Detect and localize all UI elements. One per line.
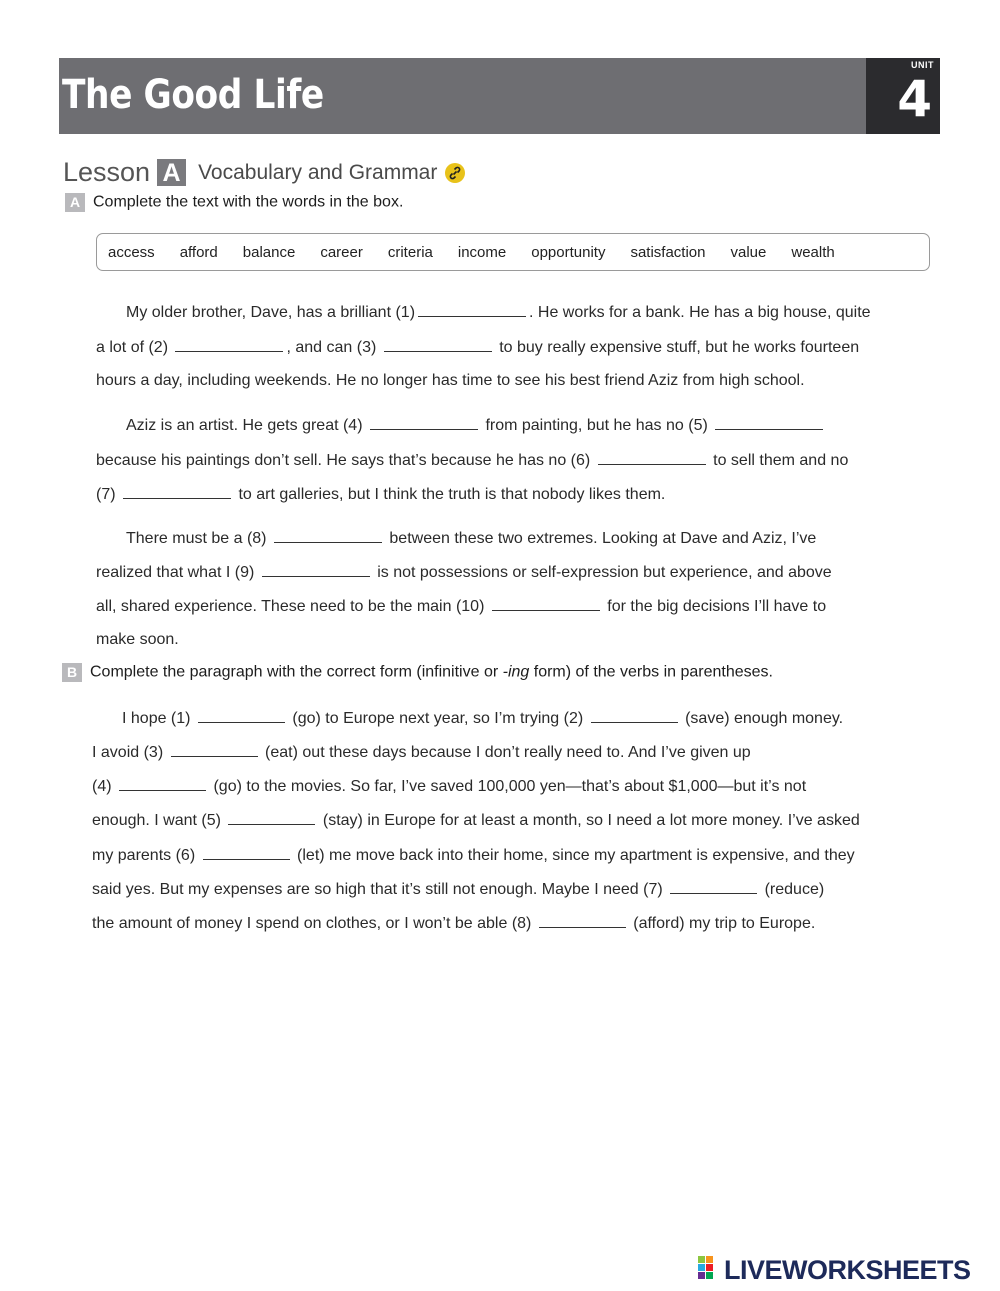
liveworksheets-mark-icon [698, 1256, 722, 1285]
verb-blank-7[interactable] [670, 879, 757, 894]
line-text: a lot of (2) [96, 339, 169, 356]
paragraph-line [92, 845, 855, 866]
paragraph-line [122, 708, 843, 729]
answer-blank-10[interactable] [492, 596, 600, 611]
lesson-subtitle: Vocabulary and Grammar [198, 160, 438, 184]
word-box-item: afford [179, 243, 218, 261]
line-text: (go) to Europe next year, so I’m trying (2) [292, 710, 584, 727]
line-text: to buy really expensive stuff, but he works fourteen [499, 339, 860, 356]
line-text: hours a day, including weekends. He no longer has time to see his best friend Aziz from high school. [96, 372, 805, 389]
line-text: (let) me move back into their home, since my apartment is expensive, and they [297, 847, 855, 864]
line-text: (4) [92, 778, 112, 795]
line-text: because his paintings don’t sell. He says that’s because he has no (6) [96, 452, 591, 469]
verb-blank-6[interactable] [203, 845, 290, 860]
paragraph-line [126, 415, 826, 436]
line-text: is not possessions or self-expression but experience, and above [377, 564, 832, 581]
line-text: I hope (1) [122, 710, 191, 727]
word-box [96, 233, 930, 271]
answer-blank-7[interactable] [123, 484, 231, 499]
line-text: . He works for a bank. He has a big house, quite [529, 304, 871, 321]
paragraph-line [96, 371, 805, 391]
answer-blank-9[interactable] [262, 562, 370, 577]
paragraph-line [96, 484, 665, 505]
paragraph-line [96, 630, 179, 650]
line-text: the amount of money I spend on clothes, or I won’t be able (8) [92, 915, 532, 932]
line-text: (stay) in Europe for at least a month, so I need a lot more money. I’ve asked [322, 812, 860, 829]
line-text: make soon. [96, 631, 179, 648]
line-text: to sell them and no [713, 452, 849, 469]
unit-badge [866, 58, 940, 134]
lesson-letter: A [157, 159, 186, 186]
word-box-item: access [108, 243, 155, 261]
verb-blank-8[interactable] [539, 913, 626, 928]
section-a-instruction: Complete the text with the words in the box. [93, 193, 404, 211]
answer-blank-2[interactable] [175, 337, 283, 352]
verb-blank-3[interactable] [171, 742, 258, 757]
word-box-item: balance [242, 243, 296, 261]
line-text: My older brother, Dave, has a brilliant (1) [126, 304, 416, 321]
lesson-heading [63, 157, 465, 189]
section-b-letter: B [62, 663, 82, 682]
line-text: enough. I want (5) [92, 812, 221, 829]
paragraph-line [92, 776, 806, 797]
section-b-instruction [90, 664, 773, 681]
verb-blank-4[interactable] [119, 776, 206, 791]
word-box-item: career [320, 243, 363, 261]
section-a-heading [65, 193, 403, 212]
line-text: , and can (3) [286, 339, 377, 356]
line-text: I avoid (3) [92, 744, 164, 761]
answer-blank-6[interactable] [598, 450, 706, 465]
word-box-item: value [730, 243, 767, 261]
line-text: (afford) my trip to Europe. [633, 915, 816, 932]
line-text: (7) [96, 486, 116, 503]
section-b-heading [62, 663, 773, 682]
verb-blank-2[interactable] [591, 708, 678, 723]
paragraph-line [96, 337, 859, 358]
instruction-text: form) of the verbs in parentheses. [529, 663, 773, 681]
word-box-item: opportunity [531, 243, 606, 261]
line-text: There must be a (8) [126, 530, 267, 547]
liveworksheets-logo[interactable] [698, 1255, 971, 1285]
paragraph-line [92, 742, 751, 763]
line-text: Aziz is an artist. He gets great (4) [126, 417, 363, 434]
word-box-item: satisfaction [630, 243, 706, 261]
line-text: said yes. But my expenses are so high that it’s still not enough. Maybe I need (7) [92, 881, 663, 898]
paragraph-line [92, 810, 860, 831]
paragraph-line [126, 528, 816, 549]
line-text: my parents (6) [92, 847, 196, 864]
word-box-item: wealth [791, 243, 835, 261]
section-a-letter: A [65, 193, 85, 212]
unit-label: UNIT [911, 60, 934, 70]
paragraph-line [92, 913, 815, 934]
paragraph-line [96, 596, 826, 617]
lesson-word: Lesson [63, 157, 151, 187]
paragraph-line [126, 302, 871, 323]
liveworksheets-brand: LIVEWORKSHEETS [724, 1255, 971, 1285]
word-box-item: criteria [387, 243, 433, 261]
unit-number: 4 [897, 70, 932, 128]
line-text: (reduce) [764, 881, 825, 898]
word-box-item: income [457, 243, 507, 261]
answer-blank-1[interactable] [418, 302, 526, 317]
line-text: realized that what I (9) [96, 564, 255, 581]
line-text: from painting, but he has no (5) [485, 417, 708, 434]
verb-blank-1[interactable] [198, 708, 285, 723]
answer-blank-5[interactable] [715, 415, 823, 430]
link-icon[interactable] [445, 163, 465, 183]
paragraph-line [96, 562, 832, 583]
paragraph-line [96, 450, 848, 471]
line-text: all, shared experience. These need to be the main (10) [96, 598, 485, 615]
instruction-ing: -ing [502, 663, 530, 681]
line-text: (go) to the movies. So far, I’ve saved 100,000 yen—that’s about $1,000—but it’s not [213, 778, 807, 795]
title-banner [59, 58, 866, 134]
line-text: (save) enough money. [685, 710, 844, 727]
answer-blank-4[interactable] [370, 415, 478, 430]
page-title: The Good Life [62, 72, 324, 118]
instruction-text: Complete the paragraph with the correct form (infinitive or [90, 663, 503, 681]
line-text: for the big decisions I’ll have to [607, 598, 827, 615]
answer-blank-8[interactable] [274, 528, 382, 543]
verb-blank-5[interactable] [228, 810, 315, 825]
line-text: to art galleries, but I think the truth is that nobody likes them. [238, 486, 666, 503]
line-text: (eat) out these days because I don’t really need to. And I’ve given up [265, 744, 751, 761]
paragraph-line [92, 879, 824, 900]
answer-blank-3[interactable] [384, 337, 492, 352]
line-text: between these two extremes. Looking at Dave and Aziz, I’ve [389, 530, 817, 547]
